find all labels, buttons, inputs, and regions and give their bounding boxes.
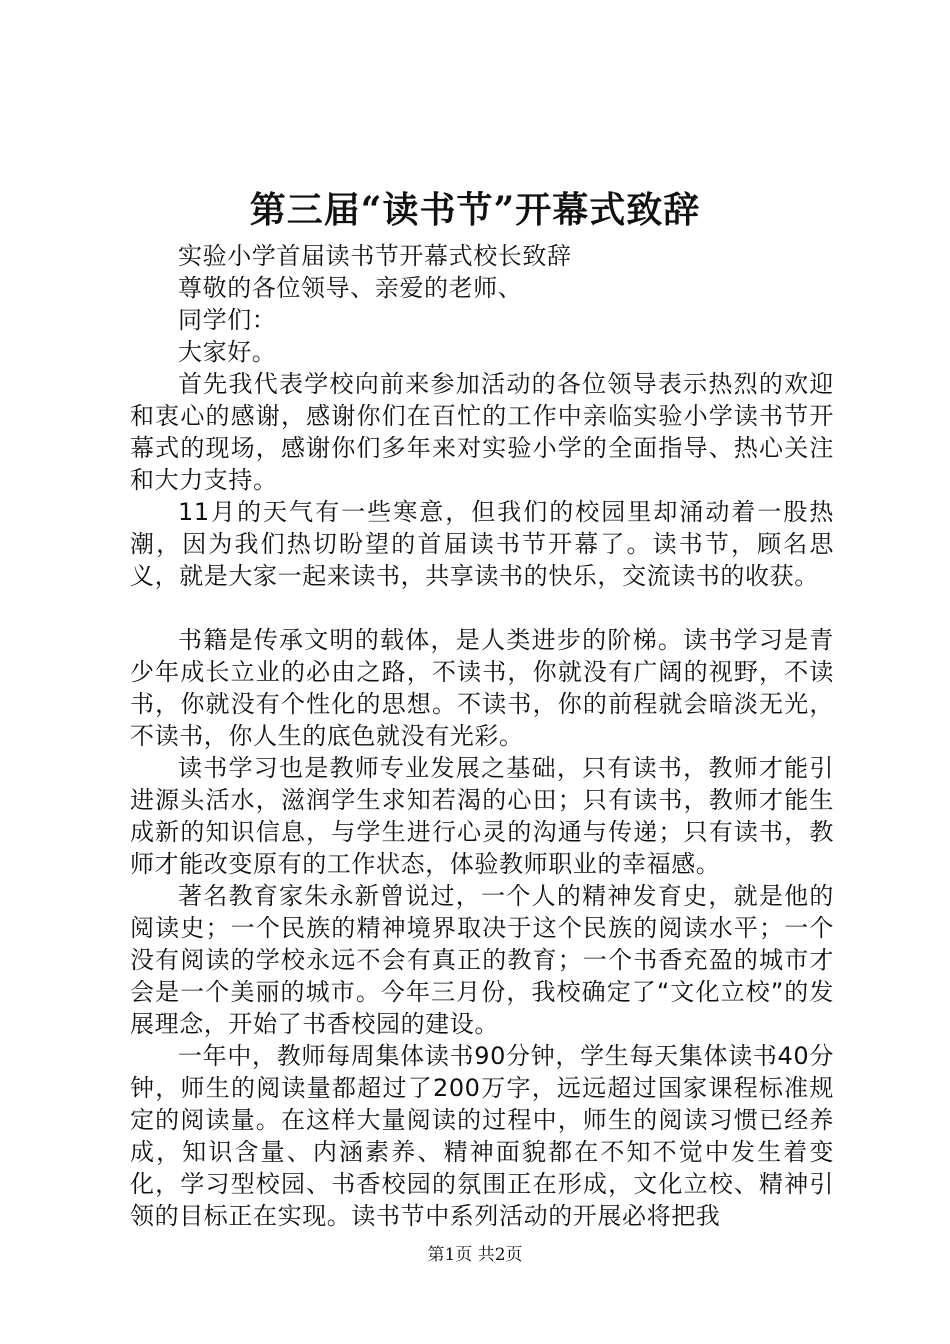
paragraph-educator-quote: 著名教育家朱永新曾说过，一个人的精神发育史，就是他的阅读史；一个民族的精神境界取决于这个民族的阅读水平；一个没有阅读的学校永远不会有真正的教育；一个书香充盈的城市才会是一个美丽的城市。今年三月份，我校确定了“文化立校”的发展理念，开始了书香校园的建设。 (130, 882, 834, 1038)
paragraph-subtitle: 实验小学首届读书节开幕式校长致辞 (178, 242, 572, 270)
paragraph-welcome: 首先我代表学校向前来参加活动的各位领导表示热烈的欢迎和衷心的感谢，感谢你们在百忙的工作中亲临实验小学读书节开幕式的现场，感谢你们多年来对实验小学的全面指导、热心关注和大力支持。 (130, 370, 834, 494)
document-title: 第三届“读书节”开幕式致辞 (249, 189, 701, 231)
paragraph-teachers: 读书学习也是教师专业发展之基础，只有读书，教师才能引进源头活水，滋润学生求知若渴的心田；只有读书，教师才能生成新的知识信息，与学生进行心灵的沟通与传递；只有读书，教师才能改变原有的工作状态，体验教师职业的幸福感。 (130, 754, 834, 878)
paragraph-salutation-cont: 同学们： (178, 306, 277, 334)
paragraph-gap (130, 592, 834, 624)
paragraph-books: 书籍是传承文明的载体，是人类进步的阶梯。读书学习是青少年成长立业的必由之路，不读书，你就没有广阔的视野，不读书，你就没有个性化的思想。不读书，你的前程就会暗淡无光，不读书，你人生的底色就没有光彩。 (130, 626, 834, 750)
paragraph-salutation: 尊敬的各位领导、亲爱的老师、 (178, 274, 523, 302)
paragraph-november: 11月的天气有一些寒意，但我们的校园里却涌动着一股热潮，因为我们热切盼望的首届读书节开幕了。读书节，顾名思义，就是大家一起来读书，共享读书的快乐，交流读书的收获。 (130, 498, 834, 590)
paragraph-greeting: 大家好。 (178, 338, 277, 366)
document-body (130, 240, 834, 1232)
paragraph-year-summary: 一年中，教师每周集体读书90分钟，学生每天集体读书40分钟，师生的阅读量都超过了200万字，远远超过国家课程标准规定的阅读量。在这样大量阅读的过程中，师生的阅读习惯已经养成，知识含量、内涵素养、精神面貌都在不知不觉中发生着变化，学习型校园、书香校园的氛围正在形成，文化立校、精神引领的目标正在实现。读书节中系列活动的开展必将把我 (130, 1042, 834, 1230)
page-footer: 第1页 共2页 (427, 1245, 523, 1265)
